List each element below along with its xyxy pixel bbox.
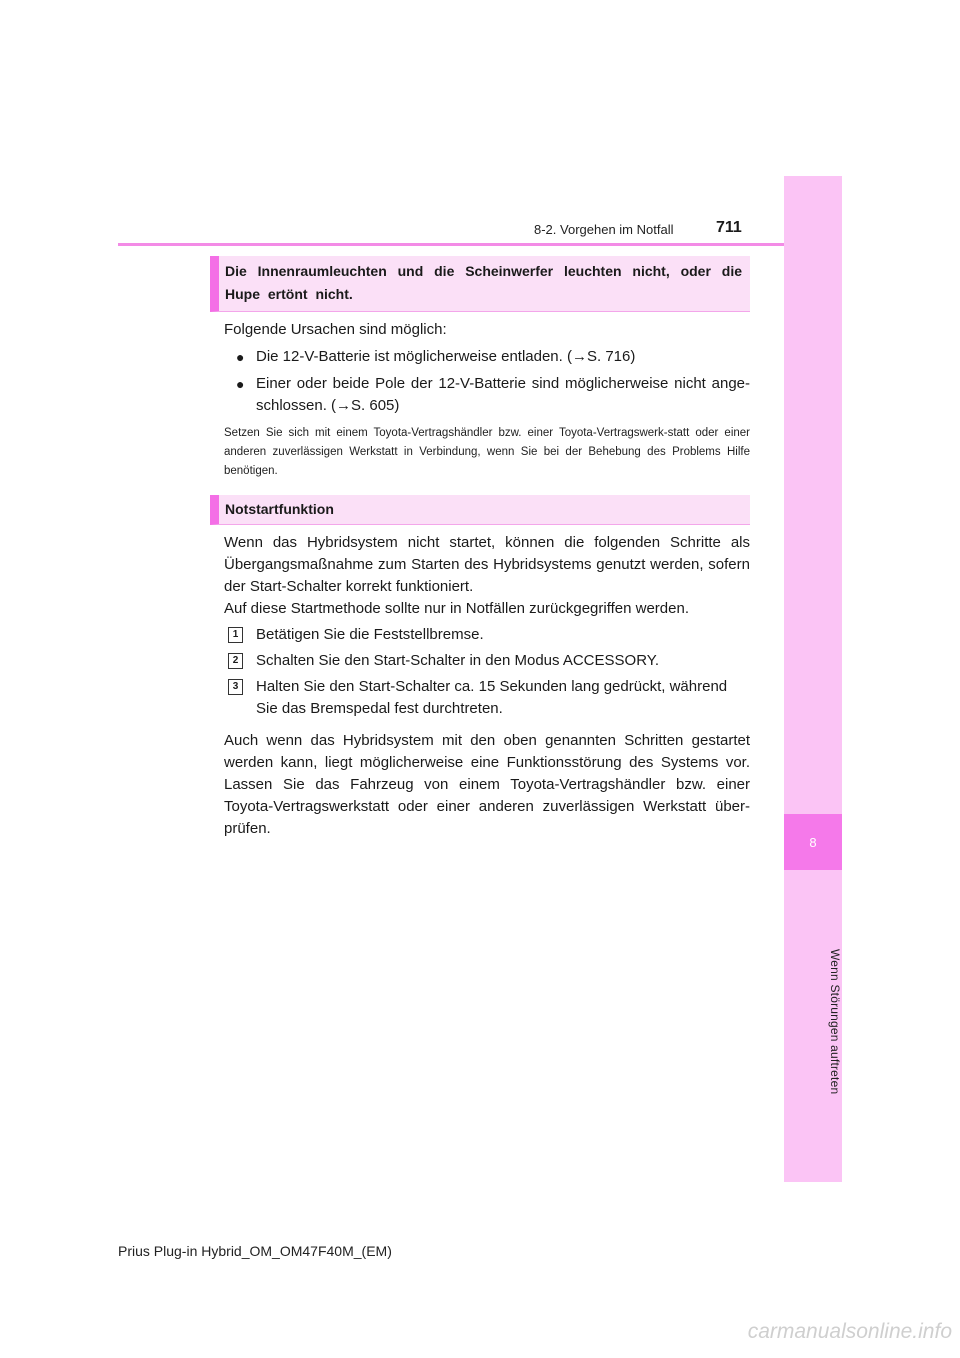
step-item — [224, 624, 750, 646]
cause-text: Einer oder beide Pole der 12-V-Batterie sind möglicherweise nicht ange-schlossen. (→S. 605) — [256, 375, 750, 414]
watermark: carmanualsonline.info — [747, 1320, 952, 1343]
closing-paragraph: Auch wenn das Hybridsystem mit den oben genannten Schritten gestartet werden kann, liegt möglicherweise eine Funktionsstörung des Systems vor. Lassen Sie das Fahrzeug von einem Toyota-Vertragshändler bzw. einer Toyota-Vertragswerkstatt oder einer anderen zuverlässigen Werkstatt über-prüfen. — [224, 732, 750, 837]
page-content — [210, 256, 750, 840]
step-number-badge: 1 — [228, 627, 243, 643]
causes-intro: Folgende Ursachen sind möglich: — [224, 321, 447, 338]
bullet-icon: ● — [236, 376, 245, 392]
header-divider — [118, 243, 784, 246]
footer-model: Prius Plug-in Hybrid_OM_OM47F40M_(EM) — [118, 1243, 392, 1259]
section-heading-emergency-start: Notstartfunktion — [210, 495, 750, 525]
step-number-badge: 2 — [228, 653, 243, 669]
step-text: Halten Sie den Start-Schalter ca. 15 Sekunden lang gedrückt, während Sie das Bremspedal fest durchtreten. — [256, 678, 728, 717]
emergency-warning: Auf diese Startmethode sollte nur in Notfällen zurückgegriffen werden. — [224, 600, 689, 617]
help-note: Setzen Sie sich mit einem Toyota-Vertragshändler bzw. einer Toyota-Vertragswerk-statt oder einer anderen zuverlässigen Werkstatt in Verbindung, wenn Sie bei der Behebung des Problems Hilfe benötigen. — [224, 427, 750, 477]
section-heading-lights: Die Innenraumleuchten und die Scheinwerfer leuchten nicht, oder die Hupe ertönt nicht. — [210, 256, 750, 312]
chapter-side-tab — [784, 176, 842, 1182]
chapter-title: Wenn Störungen auftreten — [828, 949, 842, 1095]
section-body-emergency-start — [210, 532, 750, 840]
step-text: Betätigen Sie die Feststellbremse. — [256, 626, 484, 643]
emergency-intro: Wenn das Hybridsystem nicht startet, können die folgenden Schritte als Übergangsmaßnahme zum Starten des Hybridsystems genutzt werden, sofern der Start-Schalter korrekt funktioniert. — [224, 534, 750, 595]
cause-item — [224, 346, 750, 368]
page-number: 711 — [716, 219, 742, 236]
step-item — [224, 650, 750, 672]
cause-item — [224, 373, 750, 417]
section-body-lights — [210, 319, 750, 481]
step-text: Schalten Sie den Start-Schalter in den Modus ACCESSORY. — [256, 652, 660, 669]
step-number-badge: 3 — [228, 679, 243, 695]
step-item — [224, 676, 750, 720]
chapter-number: 8 — [784, 814, 842, 870]
cause-text: Die 12-V-Batterie ist möglicherweise entladen. (→S. 716) — [256, 348, 636, 365]
section-title: 8-2. Vorgehen im Notfall — [534, 222, 674, 237]
bullet-icon: ● — [236, 349, 245, 365]
